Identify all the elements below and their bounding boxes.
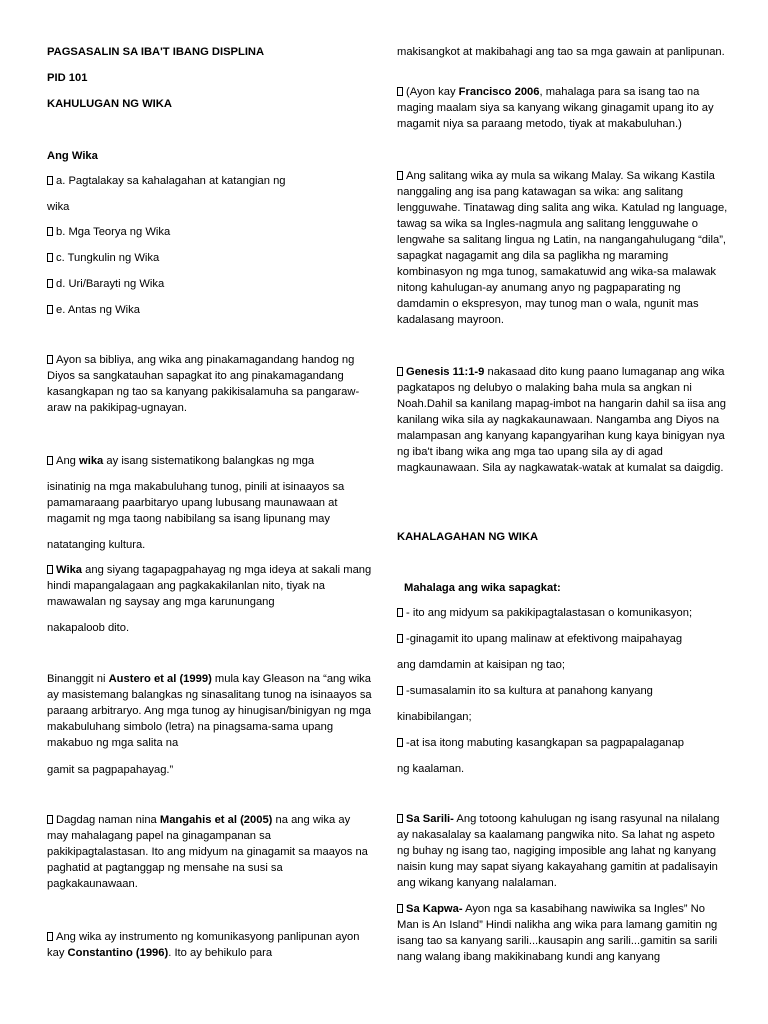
list-item-3-cont: kinabibilangan;: [397, 711, 472, 723]
bullet-box-icon: [397, 634, 403, 643]
section-heading-kahalagahan: KAHALAGAHAN NG WIKA: [397, 531, 539, 543]
bullet-box-icon: [47, 227, 53, 236]
list-item-4: -at isa itong mabuting kasangkapan sa pagpapalaganap: [397, 735, 729, 751]
paragraph-definition: Ang wika ay isang sistematikong balangkas ng mga: [47, 453, 372, 469]
paragraph-austero: Binanggit ni Austero et al (1999) mula kay Gleason na “ang wika ay masistemang balangkas ng sinasalitang tunog na isinaayos sa paraang arbitraryo. Ang mga tunog ay hinugisan/binigyan ng mga makabuluhang simbolo (letra) na pinagsama-sama upang makabuo ng mga salita na: [47, 673, 372, 749]
document-title: PAGSASALIN SA IBA'T IBANG DISPLINA: [47, 46, 265, 58]
bullet-box-icon: [397, 738, 403, 747]
list-item-2: -ginagamit ito upang malinaw at efektivong maipahayag: [397, 631, 729, 647]
bullet-box-icon: [47, 176, 53, 185]
outline-item-e: e. Antas ng Wika: [47, 302, 372, 318]
subheading-mahalaga: Mahalaga ang wika sapagkat:: [404, 582, 561, 594]
outline-item-c: c. Tungkulin ng Wika: [47, 250, 372, 266]
paragraph-constantino: Ang wika ay instrumento ng komunikasyong panlipunan ayon kay Constantino (1996). Ito ay behikulo para: [47, 931, 360, 959]
bullet-box-icon: [47, 355, 53, 364]
paragraph-bible: Ayon sa bibliya, ang wika ang pinakamagandang handog ng Diyos sa sangkatauhan sapagkat ito ang pinakamagandang kasangkapan ng tao sa kanyang pakikisalamuha sa pangaraw-araw na pakikipag-ugnayan.: [47, 354, 360, 414]
paragraph-definition-end: natatanging kultura.: [47, 539, 146, 551]
paragraph-sarili: Sa Sarili- Ang totoong kahulugan ng isang rasyunal na nilalang ay nakasalalay sa kaalamang pangwika nito. Sa lahat ng aspeto ng buhay ng isang tao, nagiging imposible ang lahat ng kanyang naisin kung may sapat siyang kakayahang gamitin at padalisayin ang wikang kanyang nalalaman.: [397, 813, 720, 889]
bullet-box-icon: [397, 904, 403, 913]
list-item-4-cont: ng kaalaman.: [397, 763, 465, 775]
outline-item-a: a. Pagtalakay sa kahalagahan at katangian ng: [47, 173, 372, 189]
bullet-box-icon: [47, 279, 53, 288]
outline-item-d: d. Uri/Barayti ng Wika: [47, 276, 372, 292]
bullet-box-icon: [47, 305, 53, 314]
list-item-3: -sumasalamin ito sa kultura at panahong kanyang: [397, 683, 729, 699]
list-item-2-cont: ang damdamin at kaisipan ng tao;: [397, 659, 565, 671]
bullet-box-icon: [47, 932, 53, 941]
paragraph-francisco: (Ayon kay Francisco 2006, mahalaga para sa isang tao na maging maalam siya sa kanyang wikang ginagamit upang ito ay magamit niya sa paraang metodo, tiyak at makabuluhan.): [397, 86, 714, 130]
bullet-box-icon: [47, 456, 53, 465]
paragraph-kapwa: Sa Kapwa- Ayon nga sa kasabihang nawiwika sa Ingles” No Man is An Island” Hindi nalikha ang wika para lamang gamitin ng isang tao sa kanyang sarili...kausapin ang sarili...gamitin sa sarili nang walang ibang makikinabang kundi ang kanyang: [397, 903, 718, 963]
paragraph-genesis: Genesis 11:1-9 nakasaad dito kung paano lumaganap ang wika pagkatapos ng delubyo o malaking baha mula sa angkan ni Noah.Dahil sa kanilang mapag-imbot na hangarin dahil sa iisa ang kanilang wika sila ay nagkakaunawaan. Nangamba ang Diyos na malampasan ang kanyang kapangyarihan kung kaya binigyan nya ng iba't ibang wika ang mga tao upang sila ay di agad magkaunawaan. Sila ay nagkawatak-watak at kumalat sa daigdig.: [397, 366, 726, 474]
paragraph-definition-cont: isinatinig na mga makabuluhang tunog, pinili at isinaayos sa pamamaraang paarbitaryo upang lubusang maunawaan at magamit ng mga taong nabibilang sa isang lipunang may: [47, 481, 345, 525]
paragraph-wika-end: nakapaloob dito.: [47, 622, 130, 634]
bullet-box-icon: [397, 171, 403, 180]
list-item-1: - ito ang midyum sa pakikipagtalastasan o komunikasyon;: [397, 605, 729, 621]
bullet-box-icon: [397, 686, 403, 695]
paragraph-austero-end: gamit sa pagpapahayag.”: [47, 764, 174, 776]
outline-item-b: b. Mga Teorya ng Wika: [47, 224, 372, 240]
bullet-box-icon: [47, 253, 53, 262]
bullet-box-icon: [397, 367, 403, 376]
paragraph-malay: Ang salitang wika ay mula sa wikang Malay. Sa wikang Kastila nanggaling ang isa pang katawagan sa wika: ang salitang lengguwahe. Tinatawag ding salita ang wika. Katulad ng language, tawag sa wika sa Ingles-nagmula ang salitang lengguwahe o lengwahe sa salitang lingua ng Latin, na nangangahulugang “dila”, sapagkat nagagamit ang dila sa paglikha ng maraming kombinasyon ng mga tunog, samakatuwid ang wika-sa malawak nitong kahulugan-ay anumang anyo ng pagpaparating ng damdamin o ekspresyon, may tunog man o wala, ngunit mas kadalasang mayroon.: [397, 170, 728, 326]
paragraph-continuation: makisangkot at makibahagi ang tao sa mga gawain at panlipunan.: [397, 46, 725, 58]
bullet-box-icon: [47, 815, 53, 824]
outline-item-a-cont: wika: [47, 201, 70, 213]
bullet-box-icon: [397, 608, 403, 617]
document-subtitle: KAHULUGAN NG WIKA: [47, 98, 172, 110]
section-heading: Ang Wika: [47, 150, 98, 162]
paragraph-wika: Wika ang siyang tagapagpahayag ng mga ideya at sakali mang hindi mapangalagaan ang pagkakakilanlan nito, tiyak na mawawalan ng saysay ang mga karunungang: [47, 564, 372, 608]
bullet-box-icon: [47, 565, 53, 574]
bullet-box-icon: [397, 87, 403, 96]
course-code: PID 101: [47, 72, 88, 84]
bullet-box-icon: [397, 814, 403, 823]
paragraph-mangahis: Dagdag naman nina Mangahis et al (2005) na ang wika ay may mahalagang papel na ginagampanan sa pakikipagtalastasan. Ito ang midyum na ginagamit sa maayos na paghatid at pagtanggap ng mensahe na susi sa pagkakaunawaan.: [47, 814, 368, 890]
